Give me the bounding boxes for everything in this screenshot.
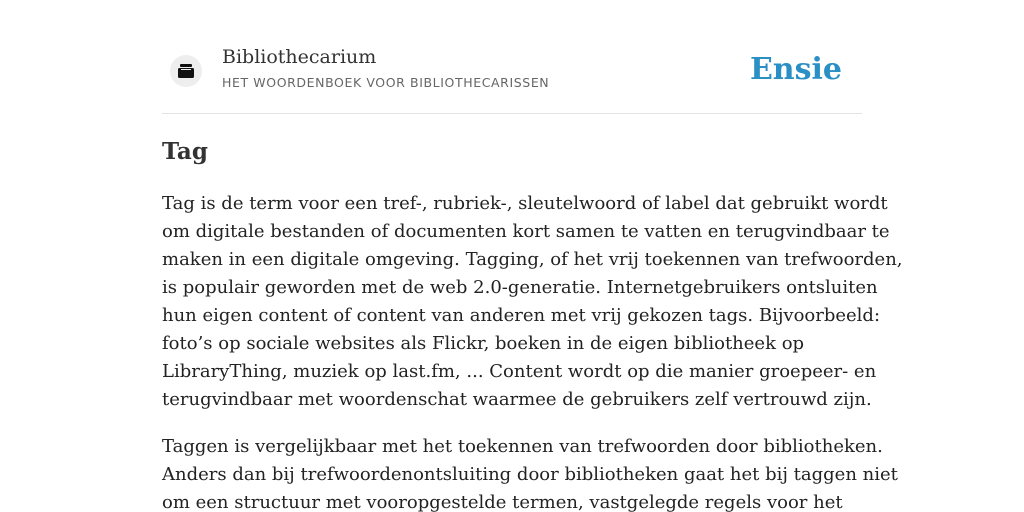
text-line: om digitale bestanden of documenten kort samen te vatten en terugvindbaar te	[162, 221, 890, 242]
text-line: hun eigen content of content van anderen met vrij gekozen tags. Bijvoorbeeld:	[162, 305, 881, 326]
site-tagline: HET WOORDENBOEK VOOR BIBLIOTHECARISSEN	[222, 75, 550, 90]
site-header	[162, 0, 862, 114]
site-logo[interactable]	[170, 55, 202, 87]
page-title: Tag	[162, 138, 208, 165]
text-line: Tag is de term voor een tref-, rubriek-, sleutelwoord of label dat gebruikt wordt	[162, 193, 888, 214]
brand-logo[interactable]: Ensie	[749, 52, 842, 87]
site-name[interactable]: Bibliothecarium	[222, 46, 377, 68]
text-line: Taggen is vergelijkbaar met het toekennen van trefwoorden door bibliotheken.	[162, 436, 883, 457]
text-line: Anders dan bij trefwoordenontsluiting door bibliotheken gaat het bij taggen niet	[162, 464, 898, 485]
text-line: foto’s op sociale websites als Flickr, boeken in de eigen bibliotheek op	[162, 333, 805, 354]
page-container	[162, 0, 903, 512]
book-box-icon	[178, 64, 194, 78]
entry-body	[162, 190, 903, 512]
paragraph	[162, 433, 898, 512]
text-line: maken in een digitale omgeving. Tagging, of het vrij toekennen van trefwoorden,	[162, 249, 903, 270]
text-line: is populair geworden met de web 2.0-generatie. Internetgebruikers ontsluiten	[162, 277, 878, 298]
text-line: LibraryThing, muziek op last.fm, ... Content wordt op die manier groepeer- en	[162, 361, 877, 382]
paragraph	[162, 190, 903, 414]
text-line: om een structuur met vooropgestelde termen, vastgelegde regels voor het	[162, 492, 843, 512]
text-line: terugvindbaar met woordenschat waarmee de gebruikers zelf vertrouwd zijn.	[162, 389, 872, 410]
